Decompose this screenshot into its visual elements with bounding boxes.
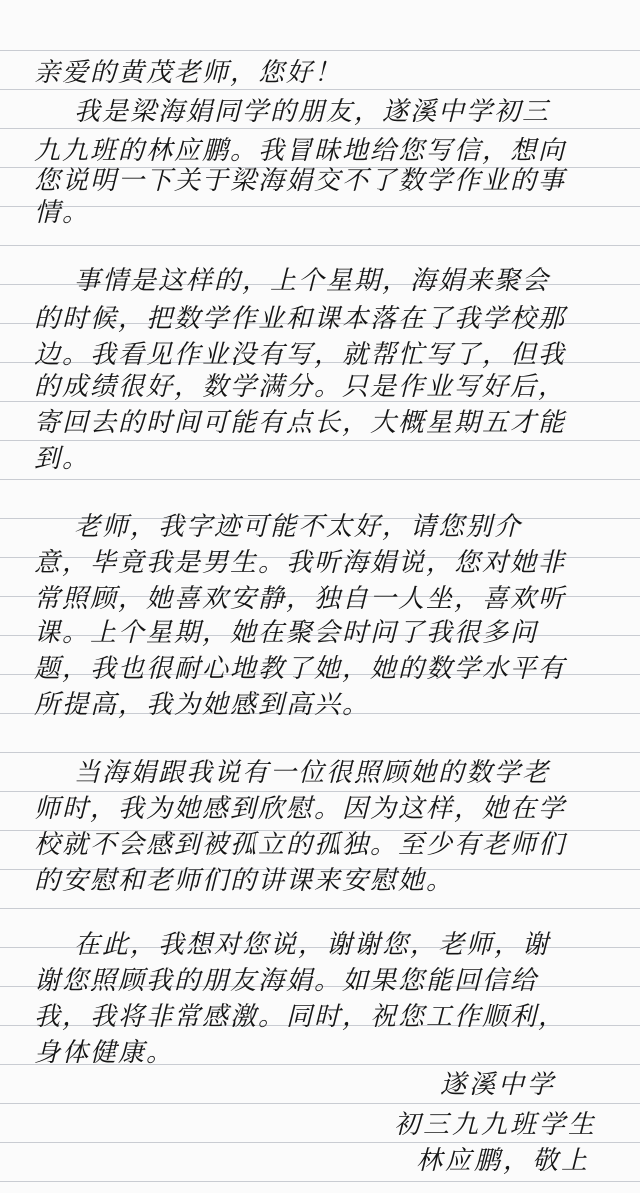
letter-line: 课。上个星期，她在聚会时问了我很多问: [34, 618, 539, 648]
signature-class: 初三九九班学生: [394, 1110, 598, 1140]
letter-line: 事情是这样的，上个星期，海娟来聚会: [74, 266, 551, 296]
letter-line: 我是梁海娟同学的朋友，遂溪中学初三: [74, 97, 551, 127]
letter-line: 到。: [34, 444, 91, 474]
letter-line: 校就不会感到被孤立的孤独。至少有老师们: [34, 830, 567, 860]
letter-line: 的时候，把数学作业和课本落在了我学校那: [34, 304, 567, 334]
signature-school: 遂溪中学: [440, 1070, 557, 1100]
letter-line: 在此，我想对您说，谢谢您，老师，谢: [74, 930, 551, 960]
letter-line: 师时，我为她感到欣慰。因为这样，她在学: [34, 794, 567, 824]
letter-line: 意，毕竟我是男生。我听海娟说，您对她非: [34, 548, 567, 578]
letter-greeting: 亲爱的黄茂老师，您好！: [34, 58, 343, 88]
letter-line: 身体健康。: [34, 1038, 175, 1068]
letter-line: 老师，我字迹可能不太好，请您别介: [74, 512, 523, 542]
letter-line: 的安慰和老师们的讲课来安慰她。: [34, 866, 455, 896]
letter-line: 九九班的林应鹏。我冒昧地给您写信，想向: [34, 136, 567, 166]
letter-line: 当海娟跟我说有一位很照顾她的数学老: [74, 758, 551, 788]
letter-line: 您说明一下关于梁海娟交不了数学作业的事: [34, 166, 567, 196]
letter-line: 的成绩很好，数学满分。只是作业写好后，: [34, 372, 567, 402]
letter-line: 情。: [34, 198, 91, 228]
signature-name: 林应鹏，敬上: [416, 1146, 591, 1176]
letter-line: 题，我也很耐心地教了她，她的数学水平有: [34, 654, 567, 684]
letter-line: 寄回去的时间可能有点长，大概星期五才能: [34, 408, 567, 438]
letter-line: 所提高，我为她感到高兴。: [34, 690, 371, 720]
letter-line: 常照顾，她喜欢安静，独自一人坐，喜欢听: [34, 584, 567, 614]
letter-line: 我，我将非常感激。同时，祝您工作顺利，: [34, 1002, 567, 1032]
letter-line: 谢您照顾我的朋友海娟。如果您能回信给: [34, 966, 539, 996]
letter-line: 边。我看见作业没有写，就帮忙写了，但我: [34, 340, 567, 370]
